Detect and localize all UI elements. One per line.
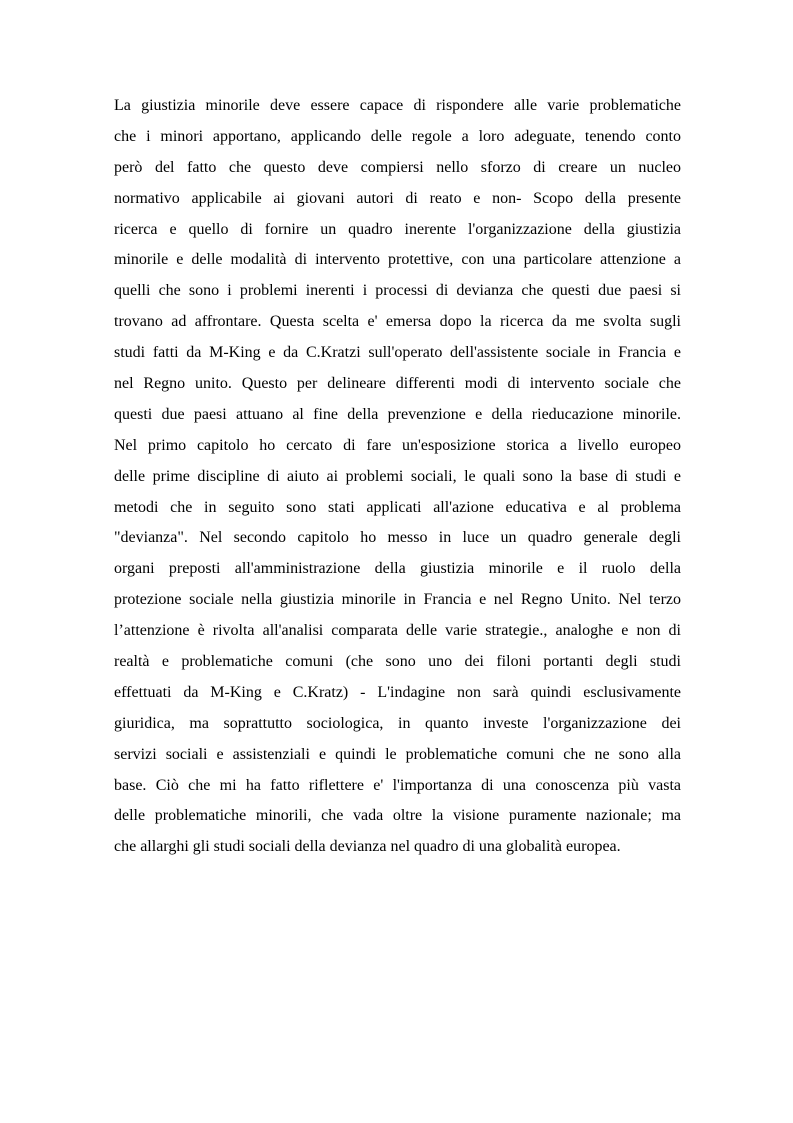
text-line: base. Ciò che mi ha fatto riflettere e' l'importanza di una conoscenza più vasta <box>114 776 681 794</box>
text-line: questi due paesi attuano al fine della prevenzione e della rieducazione minorile. <box>114 405 681 423</box>
text-line: realtà e problematiche comuni (che sono uno dei filoni portanti degli studi <box>114 653 681 671</box>
text-line: trovano ad affrontare. Questa scelta e' emersa dopo la ricerca da me svolta sugli <box>114 313 681 331</box>
text-line: che allarghi gli studi sociali della devianza nel quadro di una globalità europea. <box>114 838 621 856</box>
text-line: nel Regno unito. Questo per delineare differenti modi di intervento sociale che <box>114 375 681 393</box>
text-line: metodi che in seguito sono stati applicati all'azione educativa e al problema <box>114 498 681 516</box>
text-line: ricerca e quello di fornire un quadro inerente l'organizzazione della giustizia <box>114 220 681 238</box>
text-line: Nel primo capitolo ho cercato di fare un'esposizione storica a livello europeo <box>114 436 681 454</box>
text-line: però del fatto che questo deve compiersi nello sforzo di creare un nucleo <box>114 158 681 176</box>
text-line: che i minori apportano, applicando delle regole a loro adeguate, tenendo conto <box>114 127 681 145</box>
text-line: La giustizia minorile deve essere capace di rispondere alle varie problematiche <box>114 97 681 114</box>
text-line: delle problematiche minorili, che vada oltre la visione puramente nazionale; ma <box>114 807 681 825</box>
text-line: effettuati da M-King e C.Kratz) - L'indagine non sarà quindi esclusivamente <box>114 683 681 701</box>
text-line: "devianza". Nel secondo capitolo ho messo in luce un quadro generale degli <box>114 529 681 547</box>
text-line: organi preposti all'amministrazione della giustizia minorile e il ruolo della <box>114 560 681 578</box>
text-line: normativo applicabile ai giovani autori di reato e non- Scopo della presente <box>114 189 681 207</box>
text-line: giuridica, ma soprattutto sociologica, in quanto investe l'organizzazione dei <box>114 714 681 732</box>
text-line: servizi sociali e assistenziali e quindi le problematiche comuni che ne sono alla <box>114 745 681 763</box>
text-line: l’attenzione è rivolta all'analisi comparata delle varie strategie., analoghe e non di <box>114 622 681 640</box>
text-line: minorile e delle modalità di intervento protettive, con una particolare attenzione a <box>114 251 681 269</box>
text-line: studi fatti da M-King e da C.Kratzi sull'operato dell'assistente sociale in Francia e <box>114 344 681 362</box>
body-paragraph <box>114 91 681 863</box>
text-line: protezione sociale nella giustizia minorile in Francia e nel Regno Unito. Nel terzo <box>114 591 681 609</box>
text-line: quelli che sono i problemi inerenti i processi di devianza che questi due paesi si <box>114 282 681 300</box>
text-line: delle prime discipline di aiuto ai problemi sociali, le quali sono la base di studi e <box>114 467 681 485</box>
